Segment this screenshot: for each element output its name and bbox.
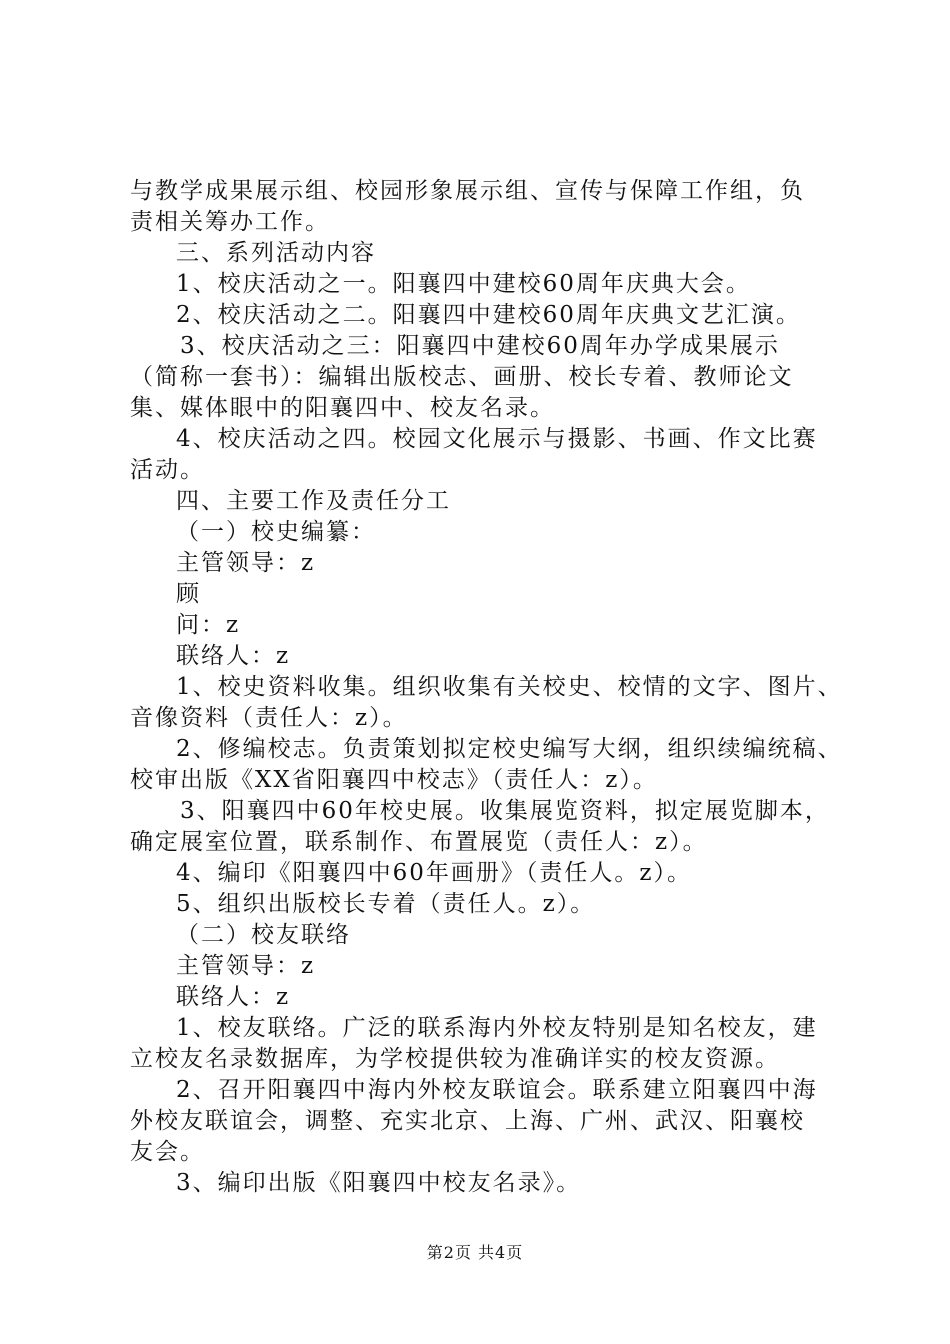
paragraph-line: 校审出版《XX省阳襄四中校志》（责任人：z）。: [130, 767, 658, 793]
paragraph-line: 活动。: [130, 457, 205, 483]
list-item: 4、编印《阳襄四中60年画册》（责任人。z）。: [176, 860, 693, 886]
role-line: 问：z: [176, 612, 241, 638]
document-body: [130, 176, 843, 1199]
paragraph-line: 外校友联谊会，调整、充实北京、上海、广州、武汉、阳襄校: [130, 1108, 805, 1134]
role-line: 主管领导：z: [176, 550, 316, 576]
role-line: 主管领导：z: [176, 953, 316, 979]
paragraph-line: 确定展室位置，联系制作、布置展览（责任人：z）。: [130, 829, 708, 855]
role-line: 联络人：z: [176, 984, 291, 1010]
role-line: 顾: [176, 581, 201, 607]
subsection-heading: （一）校史编纂：: [176, 519, 376, 545]
paragraph-line: 集、媒体眼中的阳襄四中、校友名录。: [130, 395, 555, 421]
subsection-heading: （二）校友联络: [176, 922, 351, 948]
section-heading: 四、主要工作及责任分工: [176, 488, 451, 514]
list-item: 1、校史资料收集。组织收集有关校史、校情的文字、图片、: [176, 674, 843, 700]
paragraph-line: 友会。: [130, 1139, 205, 1165]
paragraph-line: 音像资料（责任人：z）。: [130, 705, 408, 731]
role-line: 联络人：z: [176, 643, 291, 669]
list-item: 3、阳襄四中60年校史展。收集展览资料，拟定展览脚本，: [180, 798, 830, 824]
list-item: 1、校庆活动之一。阳襄四中建校60周年庆典大会。: [176, 271, 751, 297]
list-item: 3、编印出版《阳襄四中校友名录》。: [176, 1170, 582, 1196]
page-number-footer: 第2页 共4页: [426, 1243, 524, 1262]
list-item: 5、组织出版校长专着（责任人。z）。: [176, 891, 596, 917]
paragraph-line: （简称一套书）：编辑出版校志、画册、校长专着、教师论文: [130, 364, 794, 390]
paragraph-line: 责相关筹办工作。: [130, 209, 330, 235]
section-heading: 三、系列活动内容: [176, 240, 376, 266]
list-item: 2、校庆活动之二。阳襄四中建校60周年庆典文艺汇演。: [176, 302, 801, 328]
paragraph-line: 立校友名录数据库，为学校提供较为准确详实的校友资源。: [130, 1046, 780, 1072]
list-item: 4、校庆活动之四。校园文化展示与摄影、书画、作文比赛: [176, 426, 818, 452]
paragraph-line: 与教学成果展示组、校园形象展示组、宣传与保障工作组，负: [130, 178, 805, 204]
list-item: 2、修编校志。负责策划拟定校史编写大纲，组织续编统稿、: [176, 736, 843, 762]
list-item: 2、召开阳襄四中海内外校友联谊会。联系建立阳襄四中海: [176, 1077, 818, 1103]
list-item: 3、校庆活动之三：阳襄四中建校60周年办学成果展示: [180, 333, 780, 359]
list-item: 1、校友联络。广泛的联系海内外校友特别是知名校友，建: [176, 1015, 818, 1041]
